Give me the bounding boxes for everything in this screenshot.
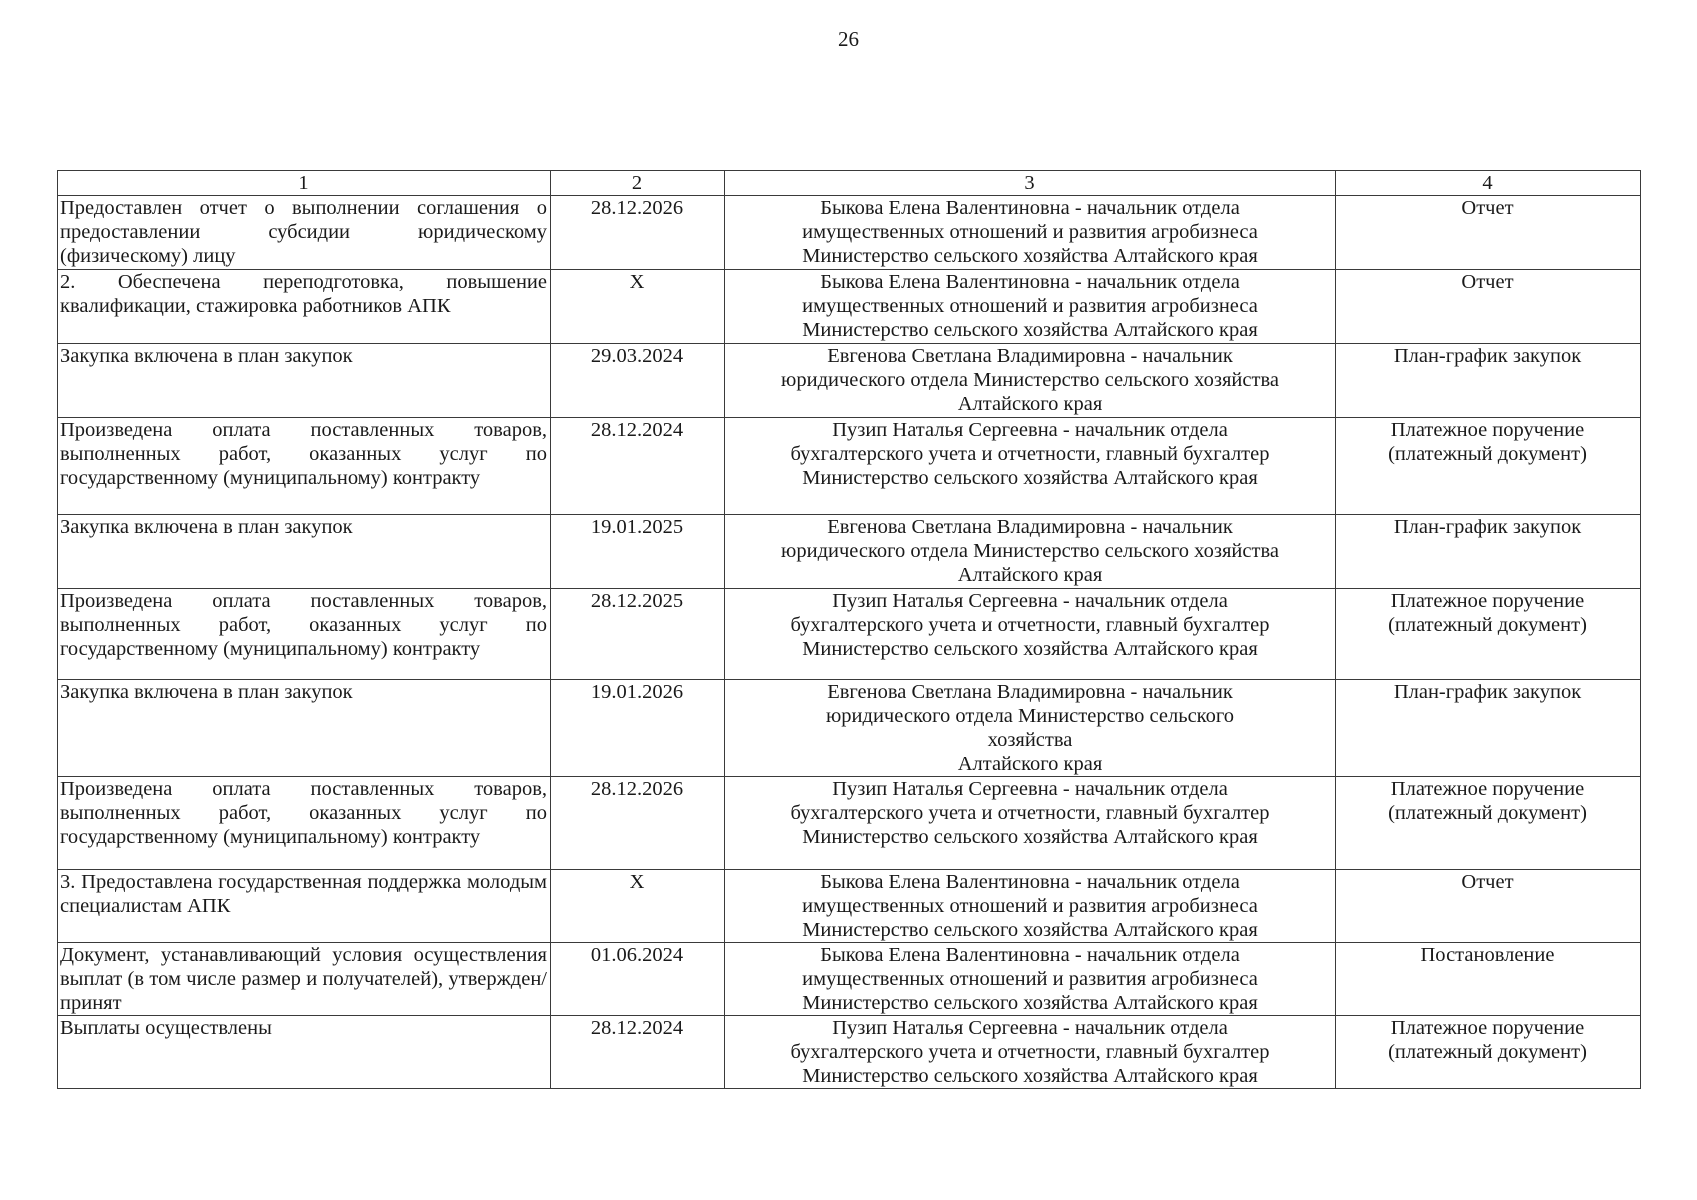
responsible-person-line: Министерство сельского хозяйства Алтайского края [802,992,1258,1014]
responsible-person-cell [725,777,1336,870]
deadline-cell: 28.12.2024 [551,418,725,515]
responsible-person-line: Евгенова Светлана Владимировна - начальник [827,345,1233,367]
responsible-person-cell [725,418,1336,515]
document-type-line: Постановление [1420,944,1555,966]
document-type-line: (платежный документ) [1388,1041,1587,1063]
responsible-person-cell [725,515,1336,589]
responsible-person-line: юридического отдела Министерство сельского [825,705,1234,727]
document-type-cell [1336,196,1641,270]
page-number: 26 [838,27,859,51]
responsible-person-cell [725,680,1336,777]
column-header-1: 1 [58,171,551,196]
responsible-person-line: Быкова Елена Валентиновна - начальник отдела [820,944,1240,966]
document-type-cell [1336,344,1641,418]
responsible-person-cell [725,870,1336,943]
responsible-person-line: Министерство сельского хозяйства Алтайского края [802,638,1258,660]
document-type-line: План-график закупок [1393,681,1582,703]
deadline-cell: X [551,270,725,344]
document-type-cell [1336,1016,1641,1089]
measure-description-cell: Предоставлен отчет о выполнении соглашения о предоставлении субсидии юридическому (физическому) лицу [58,196,551,270]
document-type-line: Платежное поручение [1390,590,1585,612]
responsible-person-line: Пузип Наталья Сергеевна - начальник отдела [832,419,1228,441]
document-type-cell [1336,943,1641,1016]
document-type-line: Отчет [1461,871,1514,893]
responsible-person-line: Пузип Наталья Сергеевна - начальник отдела [832,590,1228,612]
responsible-person-cell [725,1016,1336,1089]
document-type-line: План-график закупок [1393,345,1582,367]
responsible-person-line: Быкова Елена Валентиновна - начальник отдела [820,871,1240,893]
responsible-person-line: Министерство сельского хозяйства Алтайского края [802,826,1258,848]
document-type-cell [1336,418,1641,515]
responsible-person-line: юридического отдела Министерство сельского хозяйства [781,540,1279,562]
measure-description-cell: Произведена оплата поставленных товаров, выполненных работ, оказанных услуг по государственному (муниципальному) контракту [58,418,551,515]
responsible-person-line: бухгалтерского учета и отчетности, главный бухгалтер [790,802,1270,824]
deadline-cell: X [551,870,725,943]
deadline-cell: 28.12.2026 [551,777,725,870]
measure-description-cell: Выплаты осуществлены [58,1016,551,1089]
measure-description-cell: Документ, устанавливающий условия осуществления выплат (в том числе размер и получателей), утвержден/принят [58,943,551,1016]
responsible-person-line: имущественных отношений и развития агробизнеса [802,221,1258,243]
document-type-cell [1336,515,1641,589]
table-row [58,418,1641,515]
measure-description-cell: Закупка включена в план закупок [58,515,551,589]
responsible-person-line: бухгалтерского учета и отчетности, главный бухгалтер [790,614,1270,636]
responsible-person-line: Министерство сельского хозяйства Алтайского края [802,467,1258,489]
table-row [58,589,1641,680]
deadline-cell: 19.01.2026 [551,680,725,777]
deadline-cell: 19.01.2025 [551,515,725,589]
table-row [58,943,1641,1016]
document-type-line: (платежный документ) [1388,802,1587,824]
deadline-cell: 28.12.2025 [551,589,725,680]
column-header-4: 4 [1336,171,1641,196]
deadline-cell: 28.12.2026 [551,196,725,270]
responsible-person-line: имущественных отношений и развития агробизнеса [802,295,1258,317]
responsible-person-line: Евгенова Светлана Владимировна - начальник [827,681,1233,703]
document-type-cell [1336,777,1641,870]
table-header [58,171,1641,196]
table-row [58,344,1641,418]
responsible-person-line: Министерство сельского хозяйства Алтайского края [802,319,1258,341]
responsible-person-line: бухгалтерского учета и отчетности, главный бухгалтер [790,1041,1270,1063]
table-row [58,870,1641,943]
deadline-cell: 28.12.2024 [551,1016,725,1089]
deadline-cell: 29.03.2024 [551,344,725,418]
document-type-line: (платежный документ) [1388,443,1587,465]
responsible-person-line: Евгенова Светлана Владимировна - начальник [827,516,1233,538]
measure-description-cell: 2. Обеспечена переподготовка, повышение квалификации, стажировка работников АПК [58,270,551,344]
measure-description-cell: Произведена оплата поставленных товаров, выполненных работ, оказанных услуг по государственному (муниципальному) контракту [58,589,551,680]
responsible-person-line: Пузип Наталья Сергеевна - начальник отдела [832,1017,1228,1039]
responsible-person-line: бухгалтерского учета и отчетности, главный бухгалтер [790,443,1270,465]
responsible-person-line: Пузип Наталья Сергеевна - начальник отдела [832,778,1228,800]
responsible-person-line: Министерство сельского хозяйства Алтайского края [802,245,1258,267]
document-type-line: Отчет [1461,271,1514,293]
table-row [58,196,1641,270]
responsible-person-cell [725,344,1336,418]
document-type-cell [1336,870,1641,943]
document-type-line: Платежное поручение [1390,778,1585,800]
responsible-person-line: Быкова Елена Валентиновна - начальник отдела [820,197,1240,219]
header-row [58,171,1641,196]
responsible-person-line: Алтайского края [957,393,1103,415]
responsible-person-line: Быкова Елена Валентиновна - начальник отдела [820,271,1240,293]
measure-description-cell: Закупка включена в план закупок [58,680,551,777]
responsible-person-cell [725,196,1336,270]
document-type-cell [1336,589,1641,680]
table-row [58,777,1641,870]
responsible-person-line: имущественных отношений и развития агробизнеса [802,968,1258,990]
column-header-2: 2 [551,171,725,196]
responsible-person-line: Алтайского края [957,753,1103,775]
measure-description-cell: 3. Предоставлена государственная поддержка молодым специалистам АПК [58,870,551,943]
responsible-person-line: Алтайского края [957,564,1103,586]
document-type-line: Платежное поручение [1390,1017,1585,1039]
measures-table [57,170,1641,1089]
document-type-cell [1336,680,1641,777]
document-type-line: Отчет [1461,197,1514,219]
responsible-person-cell [725,270,1336,344]
measures-table-container [57,170,1640,1089]
table-body [58,196,1641,1089]
responsible-person-line: юридического отдела Министерство сельского хозяйства [781,369,1279,391]
responsible-person-line: Министерство сельского хозяйства Алтайского края [802,1065,1258,1087]
measure-description-cell: Закупка включена в план закупок [58,344,551,418]
document-type-cell [1336,270,1641,344]
table-row [58,680,1641,777]
document-type-line: Платежное поручение [1390,419,1585,441]
column-header-3: 3 [725,171,1336,196]
document-type-line: План-график закупок [1393,516,1582,538]
measure-description-cell: Произведена оплата поставленных товаров, выполненных работ, оказанных услуг по государственному (муниципальному) контракту [58,777,551,870]
responsible-person-line: хозяйства [987,729,1073,751]
responsible-person-cell [725,589,1336,680]
responsible-person-cell [725,943,1336,1016]
responsible-person-line: Министерство сельского хозяйства Алтайского края [802,919,1258,941]
table-row [58,270,1641,344]
responsible-person-line: имущественных отношений и развития агробизнеса [802,895,1258,917]
deadline-cell: 01.06.2024 [551,943,725,1016]
table-row [58,515,1641,589]
document-type-line: (платежный документ) [1388,614,1587,636]
table-row [58,1016,1641,1089]
